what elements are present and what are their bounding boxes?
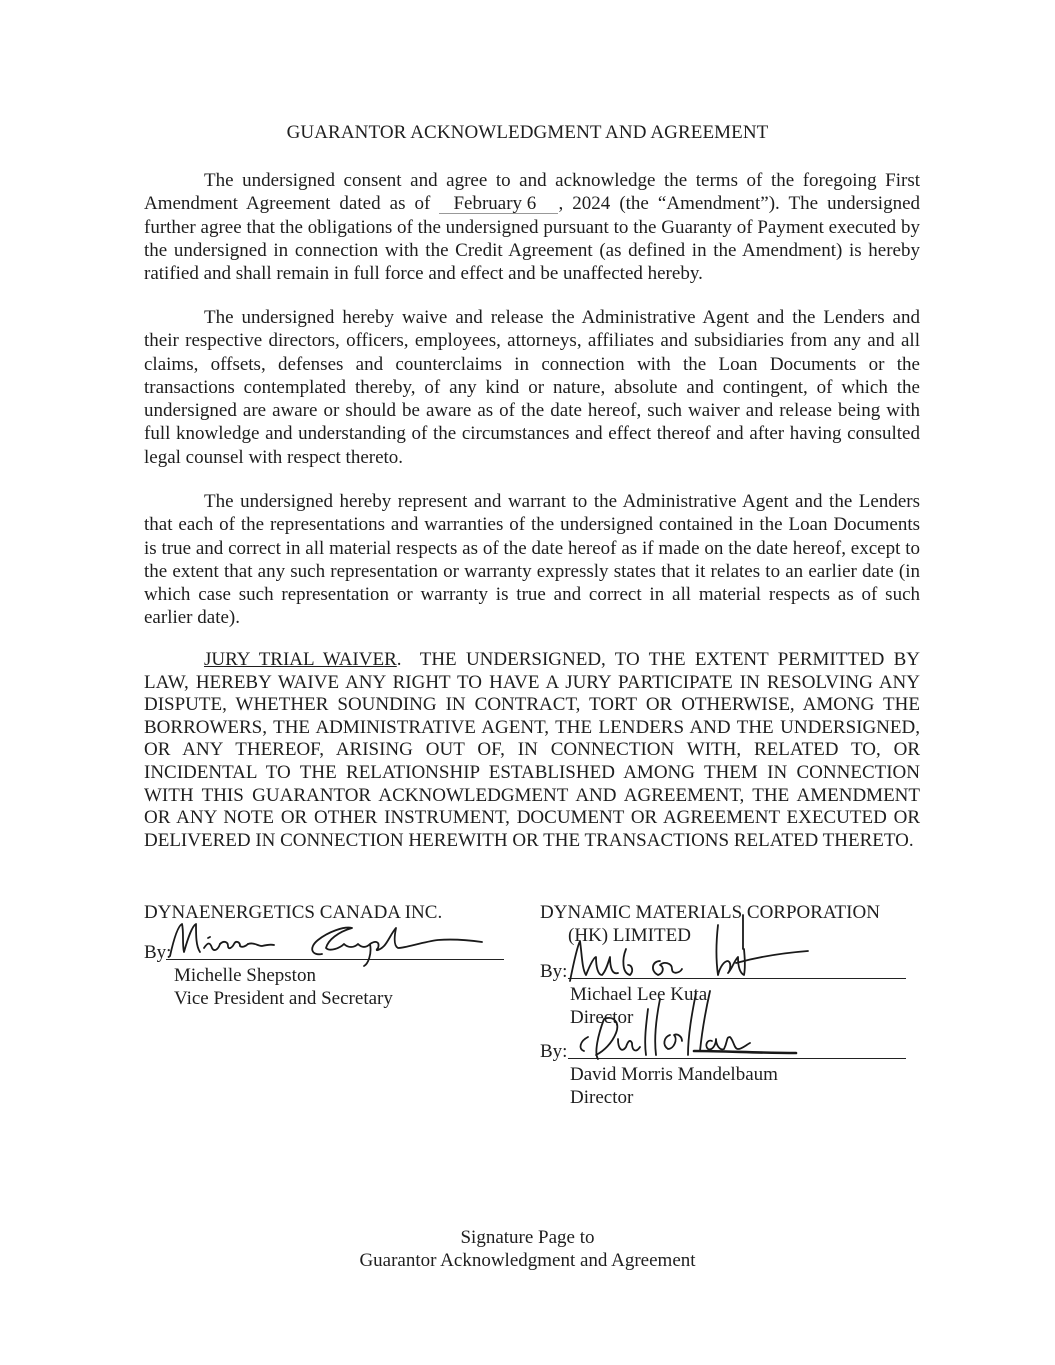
signature-line (144, 938, 514, 964)
signer-name: Michelle Shepston (174, 965, 316, 986)
by-label: By: (540, 1041, 568, 1062)
paragraph-consent (144, 169, 920, 285)
by-label: By: (144, 942, 172, 963)
paragraph-waiver-release (144, 306, 920, 469)
signer-title: Director (570, 1007, 634, 1028)
signature-block-dynaenergetics (144, 901, 514, 1010)
footer-line-2: Guarantor Acknowledgment and Agreement (359, 1250, 696, 1271)
by-label: By: (540, 961, 568, 982)
paragraph-consent-text-1: The undersigned consent and agree to and acknowledge the terms of the foregoing First Amendment Agreement dated as of (144, 170, 920, 215)
signer-title: Vice President and Secretary (174, 988, 393, 1009)
company-name-line-2: (HK) LIMITED (568, 925, 691, 946)
paragraph-representations (144, 490, 920, 630)
paragraph-consent-text-2: , 2024 (the “Amendment”). The undersigned further agree that the obligations of the undersigned pursuant to the Guaranty of Payment executed by the undersigned in connection with the Credit Agreement (as defined in the Amendment) is hereby ratified and shall remain in full force and effect and be unaffected hereby. (144, 193, 920, 285)
signer-name: Michael Lee Kuta (570, 984, 708, 1005)
paragraph-representations-text: The undersigned hereby represent and warrant to the Administrative Agent and the Lenders that each of the representations and warranties of the undersigned contained in the Loan Documents is true and correct in all material respects as of the date hereof as if made on the date hereof, except to the extent that any such representation or warranty expressly states that it relates to an earlier date (in which case such representation or warranty is true and correct in all material respects as of such earlier date). (144, 491, 920, 629)
company-name-line-1: DYNAMIC MATERIALS CORPORATION (540, 902, 880, 923)
signature-michelle-shepston (162, 918, 502, 968)
footer-line-1: Signature Page to (460, 1227, 595, 1248)
signature-block-dynamic-materials (540, 901, 910, 1109)
jury-trial-waiver-text: THE UNDERSIGNED, TO THE EXTENT PERMITTED BY LAW, HEREBY WAIVE ANY RIGHT TO HAVE A JURY PARTICIPATE IN RESOLVING ANY DISPUTE, WHETHER SOUNDING IN CONTRACT, TORT OR OTHERWISE, AMONG THE BORROWERS, THE ADMINISTRATIVE AGENT, THE LENDERS AND THE UNDERSIGNED, OR ANY THEREOF, ARISING OUT OF, IN CONNECTION WITH, RELATED TO, OR INCIDENTAL TO THE RELATIONSHIP ESTABLISHED AMONG THEM IN CONNECTION WITH THIS GUARANTOR ACKNOWLEDGMENT AND AGREEMENT, THE AMENDMENT OR ANY NOTE OR OTHER INSTRUMENT, DOCUMENT OR AGREEMENT EXECUTED OR DELIVERED IN CONNECTION HEREWITH OR THE TRANSACTIONS RELATED THERETO. (144, 649, 925, 851)
signature-line (540, 1037, 910, 1063)
paragraph-jury-trial-waiver (144, 649, 925, 852)
signer-title: Director (570, 1087, 634, 1108)
document-title: GUARANTOR ACKNOWLEDGMENT AND AGREEMENT (286, 122, 769, 143)
jury-trial-waiver-heading: JURY TRIAL WAIVER (204, 649, 397, 670)
company-name: DYNAENERGETICS CANADA INC. (144, 902, 443, 923)
jury-trial-waiver-heading-suffix: . (396, 649, 402, 670)
signature-michael-lee-kuta (568, 909, 828, 989)
signature-david-morris-mandelbaum (574, 979, 804, 1069)
paragraph-waiver-release-text: The undersigned hereby waive and release the Administrative Agent and the Lenders and their respective directors, officers, employees, attorneys, affiliates and subsidiaries from any and all claims, offsets, defenses and counterclaims in connection with the Loan Documents or the transactions contemplated thereby, of any kind or nature, absolute and contingent, of which the undersigned are aware or should be aware as of the date hereof, such waiver and release being with full knowledge and understanding of the circumstances and effect thereof and after having consulted legal counsel with respect thereto. (144, 307, 920, 468)
signer-name: David Morris Mandelbaum (570, 1064, 778, 1085)
amendment-date-field: February 6 (439, 195, 558, 214)
